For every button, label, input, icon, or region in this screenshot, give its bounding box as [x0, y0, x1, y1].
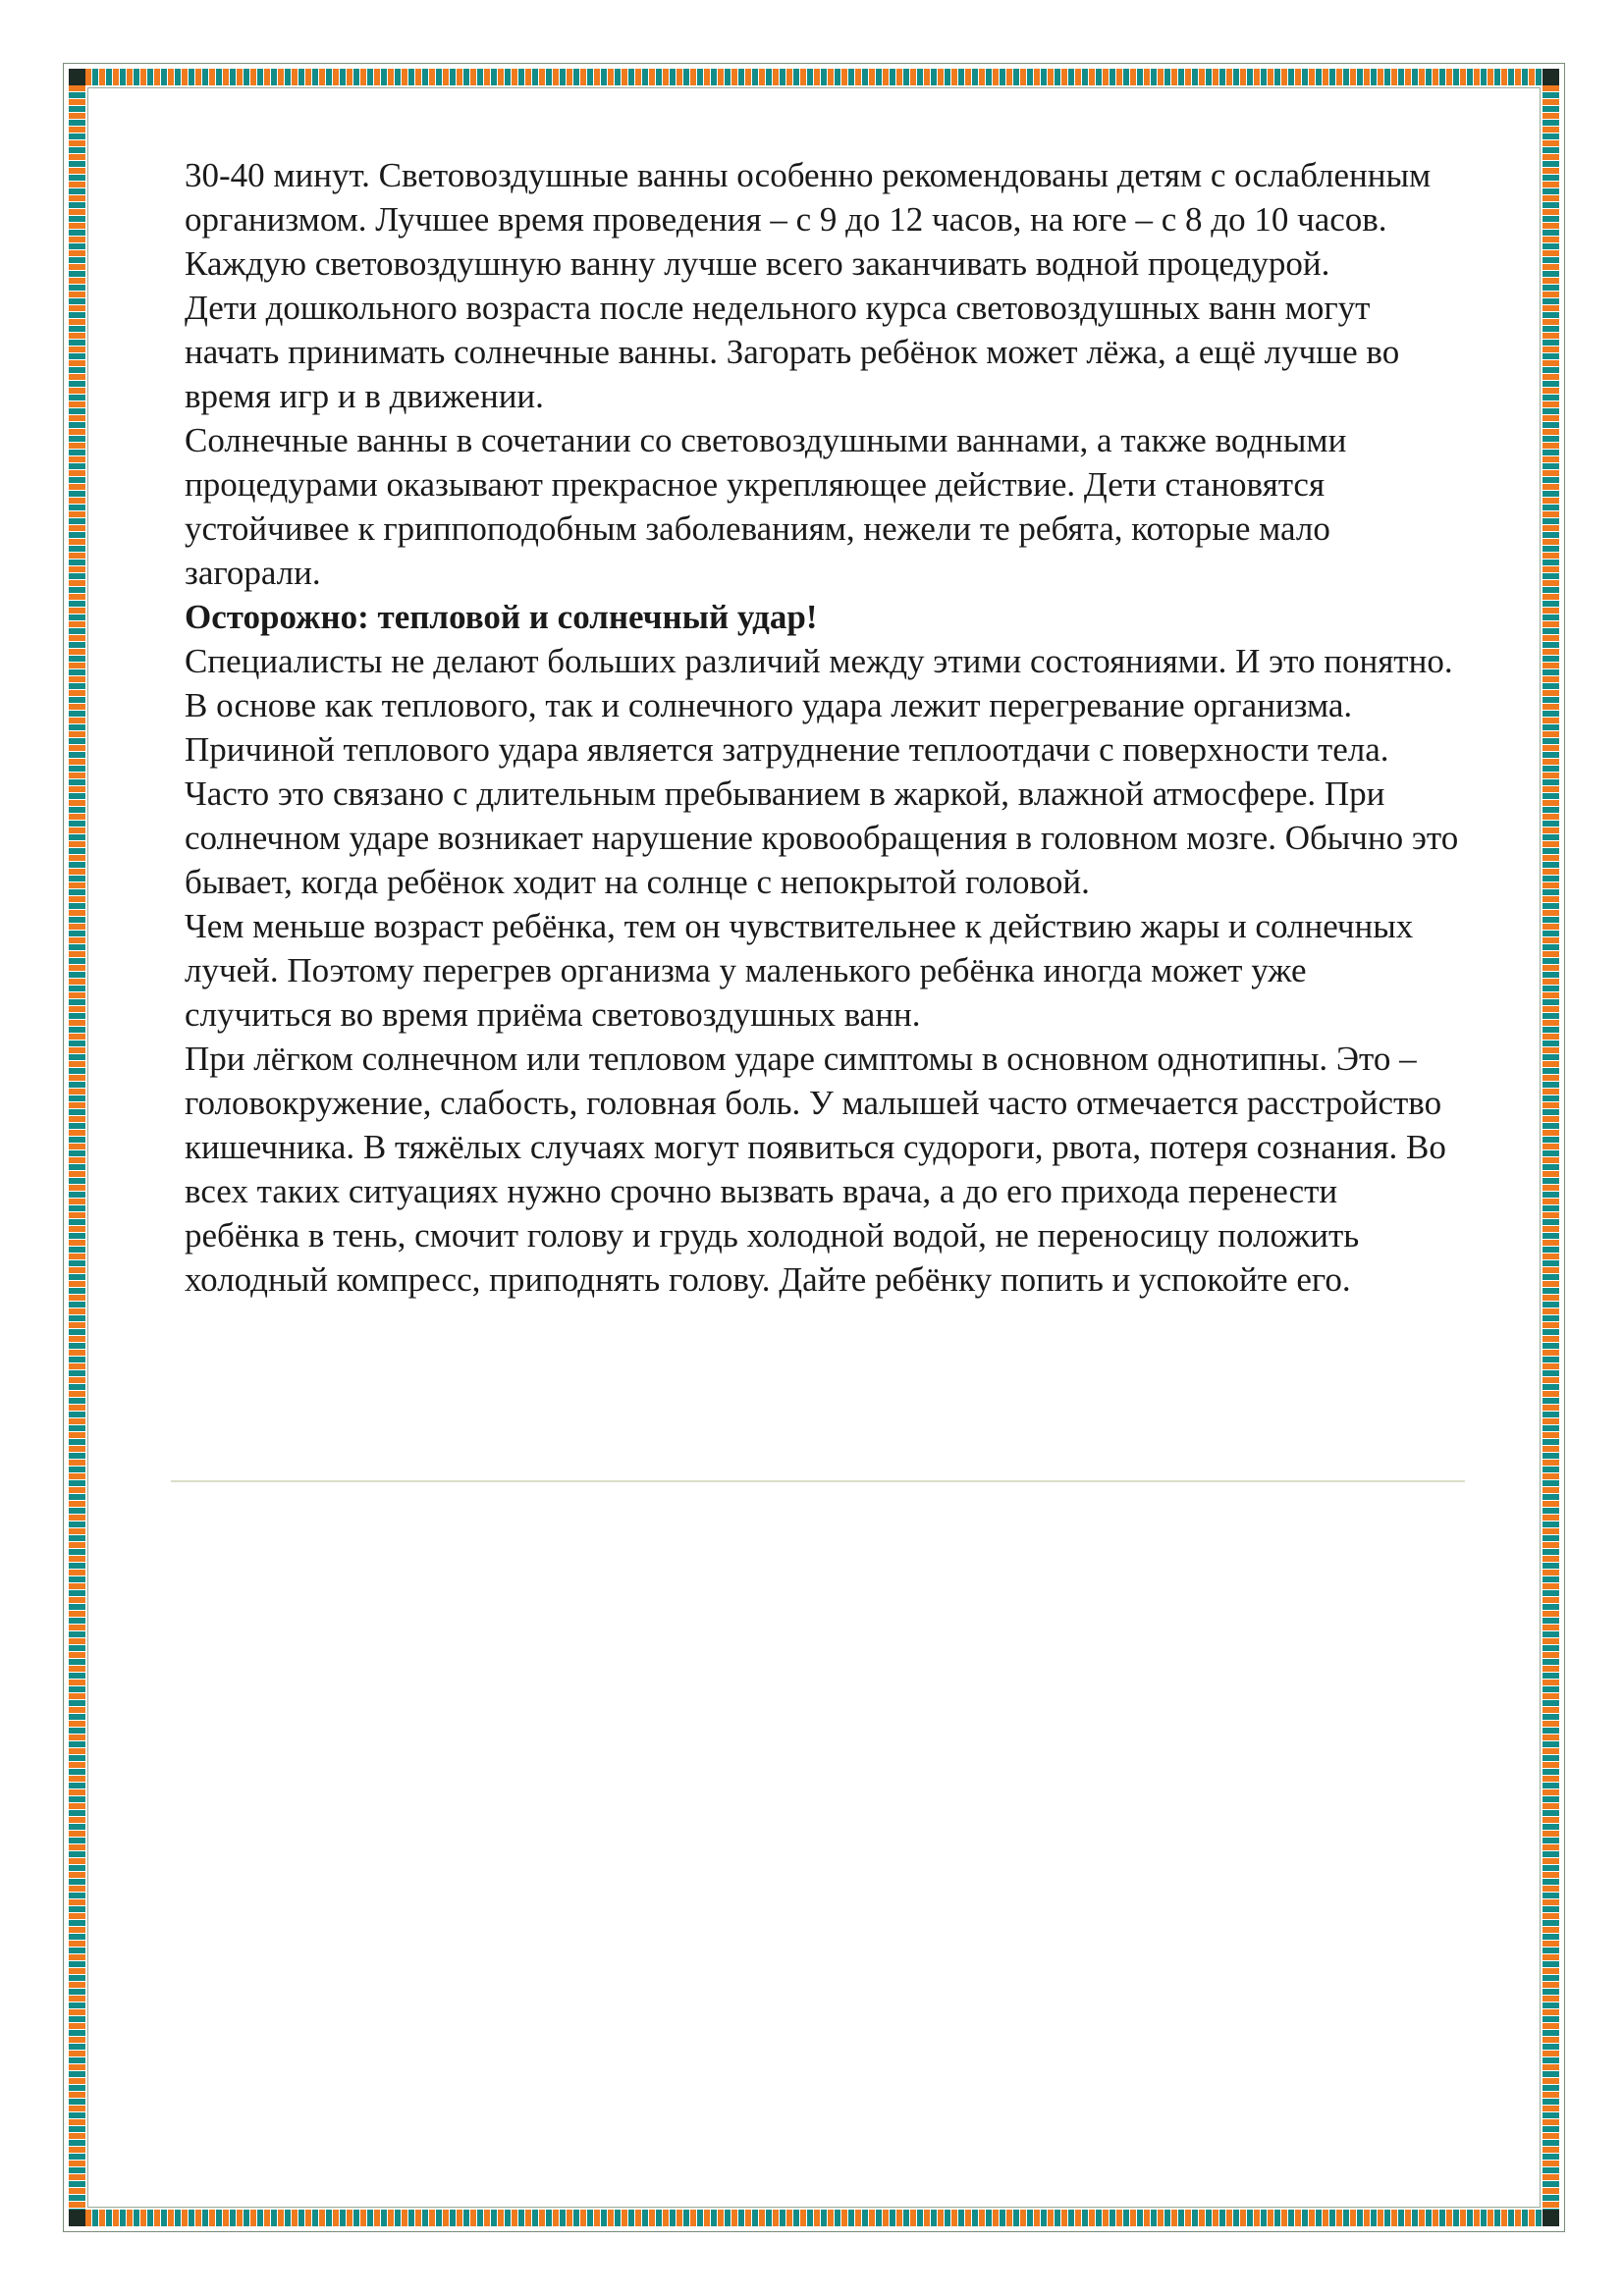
paragraph: Специалисты не делают больших различий между этими состояниями. И это понятно. В основе как теплового, так и солнечного удара лежит перегревание организма. Причиной теплового удара является затруднение теплоотдачи с поверхности тела. Часто это связано с длительным пребыванием в жаркой, влажной атмосфере. При солнечном ударе возникает нарушение кровообращения в головном мозге. Обычно это бывает, когда ребёнок ходит на солнце с непокрытой головой.: [185, 642, 1459, 901]
border-stripes-top: [85, 69, 1543, 85]
horizontal-rule: [171, 1480, 1465, 1482]
border-stripes-left: [69, 85, 85, 2210]
paragraph: Чем меньше возраст ребёнка, тем он чувствительнее к действию жары и солнечных лучей. Поэтому перегрев организма у маленького ребёнка иногда может уже случиться во время приёма световоздушных ванн.: [185, 907, 1414, 1034]
border-corner-bottom-left: [69, 2210, 85, 2226]
body-text: [185, 153, 1461, 1302]
border-stripes-bottom: [85, 2210, 1543, 2226]
paragraph: Дети дошкольного возраста после недельного курса световоздушных ванн могут начать принимать солнечные ванны. Загорать ребёнок может лёжа, а ещё лучше во время игр и в движении.: [185, 289, 1400, 415]
border-corner-top-right: [1543, 69, 1559, 85]
border-corner-bottom-right: [1543, 2210, 1559, 2226]
paragraph: 30-40 минут. Световоздушные ванны особенно рекомендованы детям с ослабленным организмом. Лучшее время проведения – с 9 до 12 часов, на юге – с 8 до 10 часов. Каждую световоздушную ванну лучше всего заканчивать водной процедурой.: [185, 156, 1432, 283]
border-stripes-right: [1543, 85, 1559, 2210]
section-heading: Осторожно: тепловой и солнечный удар!: [185, 598, 818, 636]
border-corner-top-left: [69, 69, 85, 85]
paragraph: Солнечные ванны в сочетании со световоздушными ваннами, а также водными процедурами оказывают прекрасное укрепляющее действие. Дети становятся устойчивее к гриппоподобным заболеваниям, нежели те ребята, которые мало загорали.: [185, 421, 1347, 592]
paragraph: При лёгком солнечном или тепловом ударе симптомы в основном однотипны. Это – головокружение, слабость, головная боль. У малышей часто отмечается расстройство кишечника. В тяжёлых случаях могут появиться судороги, рвота, потеря сознания. Во всех таких ситуациях нужно срочно вызвать врача, а до его прихода перенести ребёнка в тень, смочит голову и грудь холодной водой, не переносицу положить холодный компресс, приподнять голову. Дайте ребёнку попить и успокойте его.: [185, 1040, 1446, 1299]
